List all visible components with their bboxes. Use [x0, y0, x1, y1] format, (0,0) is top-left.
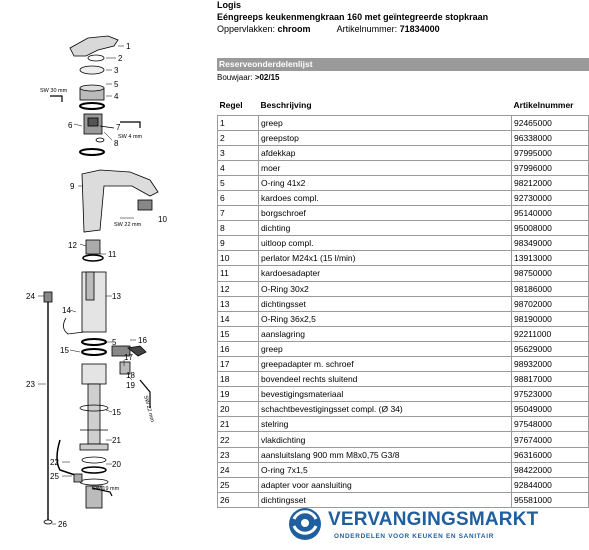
diagram-label-16: 16	[138, 336, 147, 345]
cell-beschrijving: uitloop compl.	[259, 236, 512, 251]
diagram-label-3: 3	[114, 66, 119, 75]
cell-beschrijving: O-Ring 36x2,5	[259, 311, 512, 326]
cell-artikelnummer: 98190000	[512, 311, 589, 326]
table-row	[218, 236, 589, 251]
cell-beschrijving: perlator M24x1 (15 l/min)	[259, 251, 512, 266]
cell-artikelnummer: 97523000	[512, 387, 589, 402]
cell-beschrijving: greep	[259, 341, 512, 356]
table-row	[218, 281, 589, 296]
table-row	[218, 206, 589, 221]
table-row	[218, 145, 589, 160]
surface-value: chroom	[277, 24, 311, 34]
cell-artikelnummer: 97996000	[512, 160, 589, 175]
diagram-label-1: 1	[126, 42, 131, 51]
table-row	[218, 251, 589, 266]
diagram-label-6: 6	[68, 121, 73, 130]
cell-regel: 2	[218, 130, 259, 145]
cell-beschrijving: adapter voor aansluiting	[259, 477, 512, 492]
cell-beschrijving: greep	[259, 115, 512, 130]
cell-artikelnummer: 97548000	[512, 417, 589, 432]
diagram-label-14: 14	[62, 306, 71, 315]
cell-beschrijving: bovendeel rechts sluitend	[259, 372, 512, 387]
section-title: Reserveonderdelenlijst	[217, 58, 589, 71]
build-year	[217, 72, 280, 83]
table-row	[218, 477, 589, 492]
diagram-label-24: 24	[26, 292, 35, 301]
diagram-label-18: 18	[126, 371, 135, 380]
cell-regel: 6	[218, 190, 259, 205]
diagram-label-9: 9	[70, 182, 75, 191]
table-row	[218, 130, 589, 145]
cell-regel: 15	[218, 326, 259, 341]
cell-regel: 10	[218, 251, 259, 266]
diagram-label-15a: 15	[60, 346, 69, 355]
table-row	[218, 326, 589, 341]
cell-regel: 11	[218, 266, 259, 281]
diagram-label-12: 12	[68, 241, 77, 250]
diagram-label-17: 17	[124, 353, 133, 362]
cell-artikelnummer: 92211000	[512, 326, 589, 341]
table-row	[218, 296, 589, 311]
cell-beschrijving: O-ring 41x2	[259, 175, 512, 190]
wrench-label-sw4: SW 4 mm	[118, 134, 143, 140]
diagram-label-5a: 5	[114, 80, 119, 89]
table-row	[218, 266, 589, 281]
cell-artikelnummer: 96338000	[512, 130, 589, 145]
table-row	[218, 311, 589, 326]
cell-regel: 21	[218, 417, 259, 432]
table-row	[218, 402, 589, 417]
diagram-label-23: 23	[26, 380, 35, 389]
cell-regel: 16	[218, 341, 259, 356]
cell-artikelnummer: 13913000	[512, 251, 589, 266]
cell-artikelnummer: 95008000	[512, 221, 589, 236]
table-row	[218, 341, 589, 356]
cell-regel: 14	[218, 311, 259, 326]
diagram-label-10: 10	[158, 215, 167, 224]
table-header-row	[218, 95, 589, 115]
table-row	[218, 160, 589, 175]
cell-beschrijving: kardoesadapter	[259, 266, 512, 281]
diagram-label-26: 26	[58, 520, 67, 529]
diagram-label-8: 8	[114, 139, 119, 148]
part-seal	[80, 149, 104, 155]
cell-regel: 4	[218, 160, 259, 175]
table-row	[218, 387, 589, 402]
cell-artikelnummer: 98212000	[512, 175, 589, 190]
parts-table-body	[218, 115, 589, 507]
cell-beschrijving: dichtingsset	[259, 296, 512, 311]
cell-regel: 22	[218, 432, 259, 447]
cell-artikelnummer: 98349000	[512, 236, 589, 251]
diagram-label-4: 4	[114, 92, 119, 101]
cell-artikelnummer: 95629000	[512, 341, 589, 356]
table-row	[218, 447, 589, 462]
logo-mark-icon	[288, 507, 322, 541]
table-row	[218, 175, 589, 190]
cell-artikelnummer: 98932000	[512, 357, 589, 372]
cell-artikelnummer: 98422000	[512, 462, 589, 477]
cell-regel: 5	[218, 175, 259, 190]
part-adapter	[86, 240, 100, 254]
part-oring	[80, 103, 104, 109]
cell-regel: 18	[218, 372, 259, 387]
cell-beschrijving: greepadapter m. schroef	[259, 357, 512, 372]
exploded-view-svg	[0, 0, 212, 550]
diagram-label-2: 2	[118, 54, 123, 63]
table-row	[218, 372, 589, 387]
surface-label: Oppervlakken:	[217, 24, 276, 34]
cell-artikelnummer: 95049000	[512, 402, 589, 417]
cell-beschrijving: bevestigingsmateriaal	[259, 387, 512, 402]
cell-regel: 9	[218, 236, 259, 251]
diagram-label-13: 13	[112, 292, 121, 301]
header-regel: Regel	[219, 99, 243, 110]
exploded-view-diagram	[0, 0, 212, 550]
diagram-label-19: 19	[126, 381, 135, 390]
diagram-label-5b: 5	[112, 338, 117, 347]
cell-beschrijving: dichtingsset	[259, 492, 512, 507]
cell-beschrijving: dichting	[259, 221, 512, 236]
cell-beschrijving: aansluitslang 900 mm M8x0,75 G3/8	[259, 447, 512, 462]
table-row	[218, 115, 589, 130]
diagram-label-15b: 15	[112, 408, 121, 417]
diagram-label-20: 20	[112, 460, 121, 469]
logo-name-bold: VERVANGINGS	[328, 509, 469, 530]
brand-name: Logis	[217, 0, 241, 10]
parts-table	[217, 95, 589, 508]
diagram-label-7: 7	[116, 123, 121, 132]
product-meta	[217, 23, 589, 35]
cell-artikelnummer: 96316000	[512, 447, 589, 462]
cell-beschrijving: moer	[259, 160, 512, 175]
cell-artikelnummer: 95581000	[512, 492, 589, 507]
logo-name-light: MARKT	[468, 509, 539, 530]
cell-regel: 17	[218, 357, 259, 372]
cell-artikelnummer: 98817000	[512, 372, 589, 387]
wrench-label-sw19: SW 19 mm	[92, 486, 120, 492]
cell-beschrijving: aanslagring	[259, 326, 512, 341]
cell-beschrijving: greepstop	[259, 130, 512, 145]
cell-artikelnummer: 95140000	[512, 206, 589, 221]
build-year-label: Bouwjaar:	[217, 73, 253, 82]
cell-artikelnummer: 98186000	[512, 281, 589, 296]
cell-regel: 25	[218, 477, 259, 492]
table-row	[218, 417, 589, 432]
cell-regel: 13	[218, 296, 259, 311]
article-label: Artikelnummer:	[336, 24, 398, 34]
cell-artikelnummer: 98750000	[512, 266, 589, 281]
wrench-label-sw30: SW 30 mm	[40, 88, 68, 94]
cell-artikelnummer: 92730000	[512, 190, 589, 205]
part-cap	[80, 66, 104, 74]
cell-artikelnummer: 97995000	[512, 145, 589, 160]
cell-regel: 12	[218, 281, 259, 296]
build-year-value: >02/15	[254, 73, 280, 82]
cell-beschrijving: borgschroef	[259, 206, 512, 221]
logo-name	[328, 509, 538, 531]
vervangingsmarkt-logo	[288, 506, 538, 546]
product-title: Eéngreeps keukenmengkraan 160 met geïntegreerde stopkraan	[217, 12, 489, 22]
cell-regel: 19	[218, 387, 259, 402]
cell-beschrijving: schachtbevestigingsset compl. (Ø 34)	[259, 402, 512, 417]
header-beschrijving: Beschrijving	[260, 99, 312, 110]
table-row	[218, 357, 589, 372]
table-row	[218, 190, 589, 205]
cell-beschrijving: O-Ring 30x2	[259, 281, 512, 296]
wrench-label-sw22a: SW 22 mm	[114, 222, 142, 228]
cell-regel: 24	[218, 462, 259, 477]
part-aerator	[138, 200, 152, 210]
cell-artikelnummer: 92465000	[512, 115, 589, 130]
table-row	[218, 462, 589, 477]
cell-beschrijving: vlakdichting	[259, 432, 512, 447]
cell-regel: 8	[218, 221, 259, 236]
cell-regel: 7	[218, 206, 259, 221]
cell-artikelnummer: 97674000	[512, 432, 589, 447]
cell-artikelnummer: 92844000	[512, 477, 589, 492]
cell-beschrijving: stelring	[259, 417, 512, 432]
cell-regel: 3	[218, 145, 259, 160]
table-row	[218, 221, 589, 236]
cell-artikelnummer: 98702000	[512, 296, 589, 311]
cell-regel: 23	[218, 447, 259, 462]
diagram-label-11: 11	[108, 250, 117, 259]
part-handle	[70, 36, 118, 56]
cell-regel: 1	[218, 115, 259, 130]
diagram-label-22: 22	[50, 458, 59, 467]
document-header	[217, 0, 589, 35]
wrench-label-sw22b: SW 22 mm	[142, 394, 155, 423]
header-artikelnummer: Artikelnummer	[513, 99, 574, 110]
cell-regel: 26	[218, 492, 259, 507]
cell-regel: 20	[218, 402, 259, 417]
article-value: 71834000	[399, 24, 440, 34]
logo-tagline: ONDERDELEN VOOR KEUKEN EN SANITAIR	[334, 533, 495, 540]
diagram-label-21: 21	[112, 436, 121, 445]
cell-beschrijving: kardoes compl.	[259, 190, 512, 205]
table-row	[218, 432, 589, 447]
cell-beschrijving: O-ring 7x1,5	[259, 462, 512, 477]
diagram-label-25: 25	[50, 472, 59, 481]
cell-beschrijving: afdekkap	[259, 145, 512, 160]
